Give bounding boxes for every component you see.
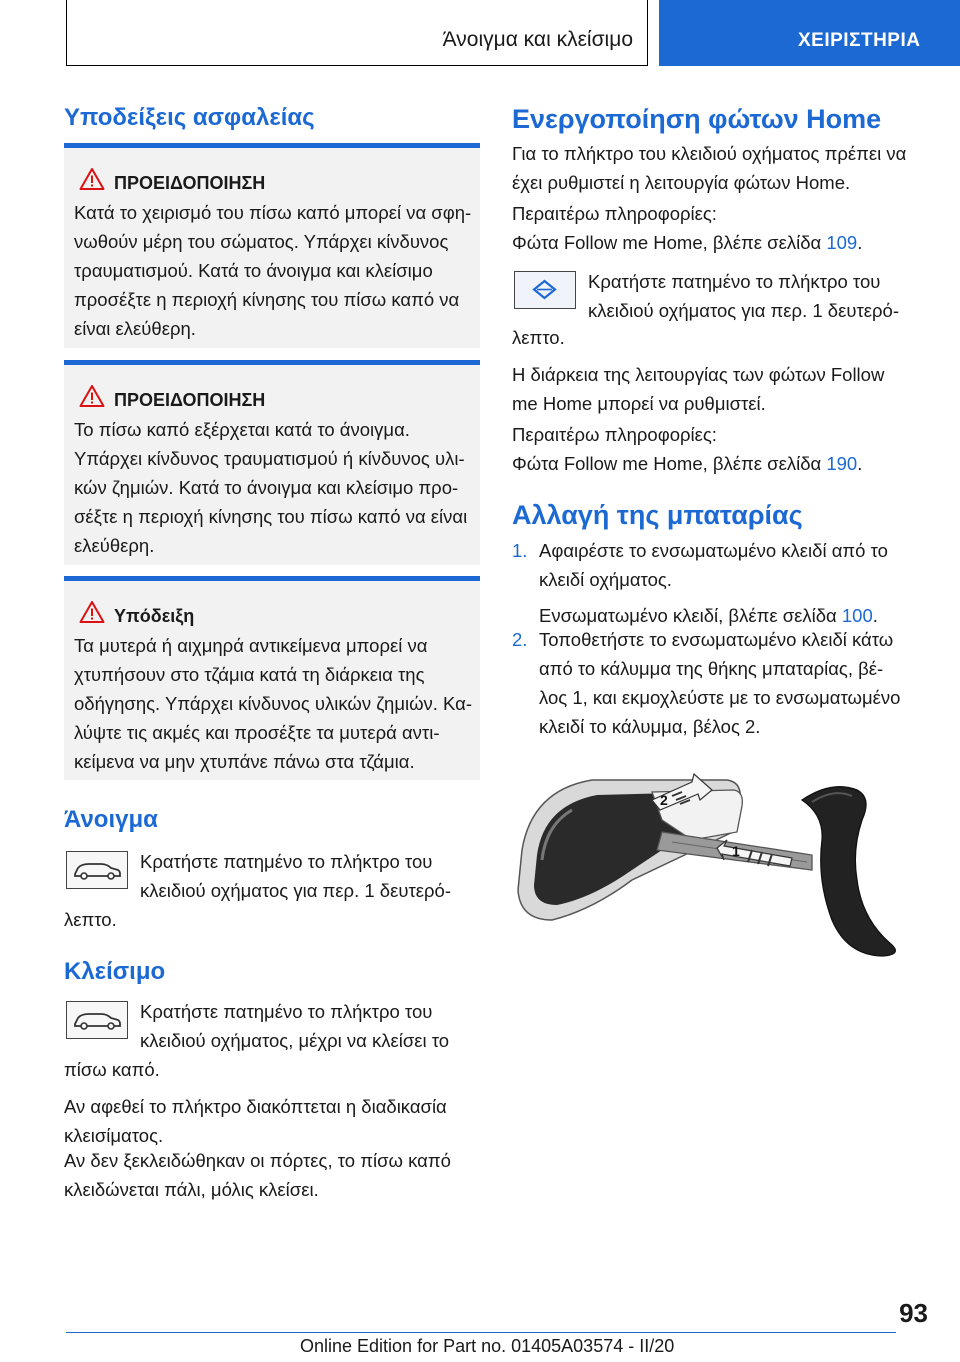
reference-text: Φώτα Follow me Home, βλέπε σελίδα bbox=[512, 453, 827, 474]
text-line: me Home μπορεί να ρυθμιστεί. bbox=[512, 393, 766, 414]
duration-paragraph bbox=[512, 360, 884, 418]
reference-line bbox=[512, 449, 862, 478]
text-line: Η διάρκεια της λειτουργίας των φώτων Follow bbox=[512, 364, 885, 385]
text-line: Αν δεν ξεκλειδώθηκαν οι πόρτες, το πίσω καπό bbox=[64, 1150, 451, 1171]
trunk-open-key-icon bbox=[66, 851, 128, 889]
trunk-close-key-icon bbox=[66, 1001, 128, 1039]
header-chapter-tab[interactable] bbox=[659, 0, 960, 66]
header-chapter-label: ΧΕΙΡΙΣΤΗΡΙΑ bbox=[798, 30, 921, 51]
close-instruction-end: πίσω καπό. bbox=[64, 1059, 160, 1080]
reference-line bbox=[512, 228, 862, 257]
header-section-box bbox=[66, 0, 648, 66]
text-line: από το κάλυμμα της θήκης μπαταρίας, βέ- bbox=[539, 658, 884, 679]
key-battery-illustration bbox=[512, 770, 922, 960]
page-link[interactable]: 100 bbox=[841, 605, 873, 626]
text-line: τραυματισμού. Κατά το άνοιγμα και κλείσιμο bbox=[74, 260, 433, 281]
more-info-label: Περαιτέρω πληροφορίες: bbox=[512, 424, 717, 445]
warning-text bbox=[74, 415, 474, 560]
close-heading: Κλείσιμο bbox=[64, 958, 166, 985]
caution-triangle-icon bbox=[79, 600, 105, 624]
text-line: οδήγησης. Υπάρχει κίνδυνος υλικών ζημιών. Κα- bbox=[74, 693, 473, 714]
close-instruction bbox=[140, 997, 449, 1055]
text-line: ελεύθερη. bbox=[74, 535, 155, 556]
text-line: Τα μυτερά ή αιχμηρά αντικείμενα μπορεί να bbox=[74, 635, 428, 656]
warning-title: ΠΡΟΕΙΔΟΠΟΙΗΣΗ bbox=[114, 173, 266, 193]
step-number: 2. bbox=[512, 629, 528, 650]
page-link[interactable]: 190 bbox=[826, 453, 858, 474]
safety-heading: Υποδείξεις ασφαλείας bbox=[64, 104, 315, 131]
battery-step-2 bbox=[512, 625, 932, 741]
open-instruction bbox=[140, 847, 451, 905]
text-line: κλειδί το κάλυμμα, βέλος 2. bbox=[539, 716, 761, 737]
page-number: 93 bbox=[899, 1298, 928, 1328]
text-line: Αν αφεθεί το πλήκτρο διακόπτεται η διαδικασία bbox=[64, 1096, 447, 1117]
text-line: κλειδώνεται πάλι, μόλις κλείσει. bbox=[64, 1179, 319, 1200]
header-section-title: Άνοιγμα και κλείσιμο bbox=[442, 28, 633, 51]
text-line: Κρατήστε πατημένο το πλήκτρο του bbox=[140, 1001, 433, 1022]
reference-text: Ενσωματωμένο κλειδί, βλέπε σελίδα bbox=[539, 605, 842, 626]
text-line: κλειδιού οχήματος, μέχρι να κλείσει το bbox=[140, 1030, 450, 1051]
close-release-note bbox=[64, 1092, 447, 1150]
reference-end: . bbox=[872, 605, 878, 626]
text-line: Κρατήστε πατημένο το πλήκτρο του bbox=[140, 851, 433, 872]
home-lights-instruction bbox=[588, 267, 899, 325]
warning-box-2 bbox=[64, 360, 480, 565]
text-line: Το πίσω καπό εξέρχεται κατά το άνοιγμα. bbox=[74, 419, 410, 440]
note-text bbox=[74, 631, 474, 776]
battery-step-1 bbox=[512, 536, 932, 630]
warning-triangle-icon bbox=[79, 384, 105, 408]
text-line: κλειδιού οχήματος για περ. 1 δευτερό- bbox=[588, 300, 899, 321]
page-link[interactable]: 109 bbox=[826, 232, 858, 253]
text-line: προσέξτε η περιοχή κίνησης του πίσω καπό να bbox=[74, 289, 460, 310]
text-line: χτυπήσουν στο τζάμια κατά τη διάρκεια της bbox=[74, 664, 425, 685]
text-line: λος 1, και εκμοχλεύστε με το ενσωματωμένο bbox=[539, 687, 901, 708]
home-lights-instruction-end: λεπτο. bbox=[512, 327, 565, 348]
note-box bbox=[64, 576, 480, 780]
text-line: Κρατήστε πατημένο το πλήκτρο του bbox=[588, 271, 881, 292]
home-lights-key-icon bbox=[514, 271, 576, 309]
text-line: νωθούν μέρη του σώματος. Υπάρχει κίνδυνος bbox=[74, 231, 449, 252]
text-line: Υπάρχει κίνδυνος τραυματισμού ή κίνδυνος υλι- bbox=[74, 448, 465, 469]
more-info-label: Περαιτέρω πληροφορίες: bbox=[512, 203, 717, 224]
text-line: κών ζημιών. Κατά το άνοιγμα και κλείσιμο προ- bbox=[74, 477, 459, 498]
text-line: Για το πλήκτρο του κλειδιού οχήματος πρέπει να bbox=[512, 143, 907, 164]
warning-text bbox=[74, 198, 474, 343]
figure-label: 1 bbox=[732, 843, 740, 859]
reference-end: . bbox=[857, 232, 863, 253]
reference-text: Φώτα Follow me Home, βλέπε σελίδα bbox=[512, 232, 827, 253]
battery-heading: Αλλαγή της μπαταρίας bbox=[512, 500, 803, 530]
text-line: κλεισίματος. bbox=[64, 1125, 164, 1146]
text-line: Αφαιρέστε το ενσωματωμένο κλειδί από το bbox=[539, 540, 888, 561]
text-line: Τοποθετήστε το ενσωματωμένο κλειδί κάτω bbox=[539, 629, 894, 650]
reference-end: . bbox=[857, 453, 863, 474]
step-number: 1. bbox=[512, 540, 528, 561]
text-line: λύψτε τις ακμές και προσέξτε τα μυτερά αντι- bbox=[74, 722, 440, 743]
text-line: σέξτε η περιοχή κίνησης του πίσω καπό να είναι bbox=[74, 506, 468, 527]
home-lights-heading: Ενεργοποίηση φώτων Home bbox=[512, 104, 882, 134]
footer-edition: Online Edition for Part no. 01405A03574 - II/20 bbox=[300, 1336, 675, 1356]
text-line: Κατά το χειρισμό του πίσω καπό μπορεί να σφη- bbox=[74, 202, 472, 223]
text-line: κλειδιού οχήματος για περ. 1 δευτερό- bbox=[140, 880, 451, 901]
text-line: κείμενα να μην χτυπάνε πάνω στα τζάμια. bbox=[74, 751, 415, 772]
open-instruction-end: λεπτο. bbox=[64, 909, 117, 930]
warning-box-1 bbox=[64, 143, 480, 348]
warning-title: ΠΡΟΕΙΔΟΠΟΙΗΣΗ bbox=[114, 390, 266, 410]
home-lights-intro bbox=[512, 139, 906, 197]
note-title: Υπόδειξη bbox=[114, 606, 195, 626]
close-lock-note bbox=[64, 1146, 451, 1204]
text-line: είναι ελεύθερη. bbox=[74, 318, 196, 339]
footer-rule bbox=[66, 1332, 896, 1333]
figure-label: 2 bbox=[660, 792, 668, 808]
text-line: κλειδί οχήματος. bbox=[539, 569, 672, 590]
open-heading: Άνοιγμα bbox=[64, 806, 158, 833]
text-line: έχει ρυθμιστεί η λειτουργία φώτων Home. bbox=[512, 172, 851, 193]
warning-triangle-icon bbox=[79, 167, 105, 191]
